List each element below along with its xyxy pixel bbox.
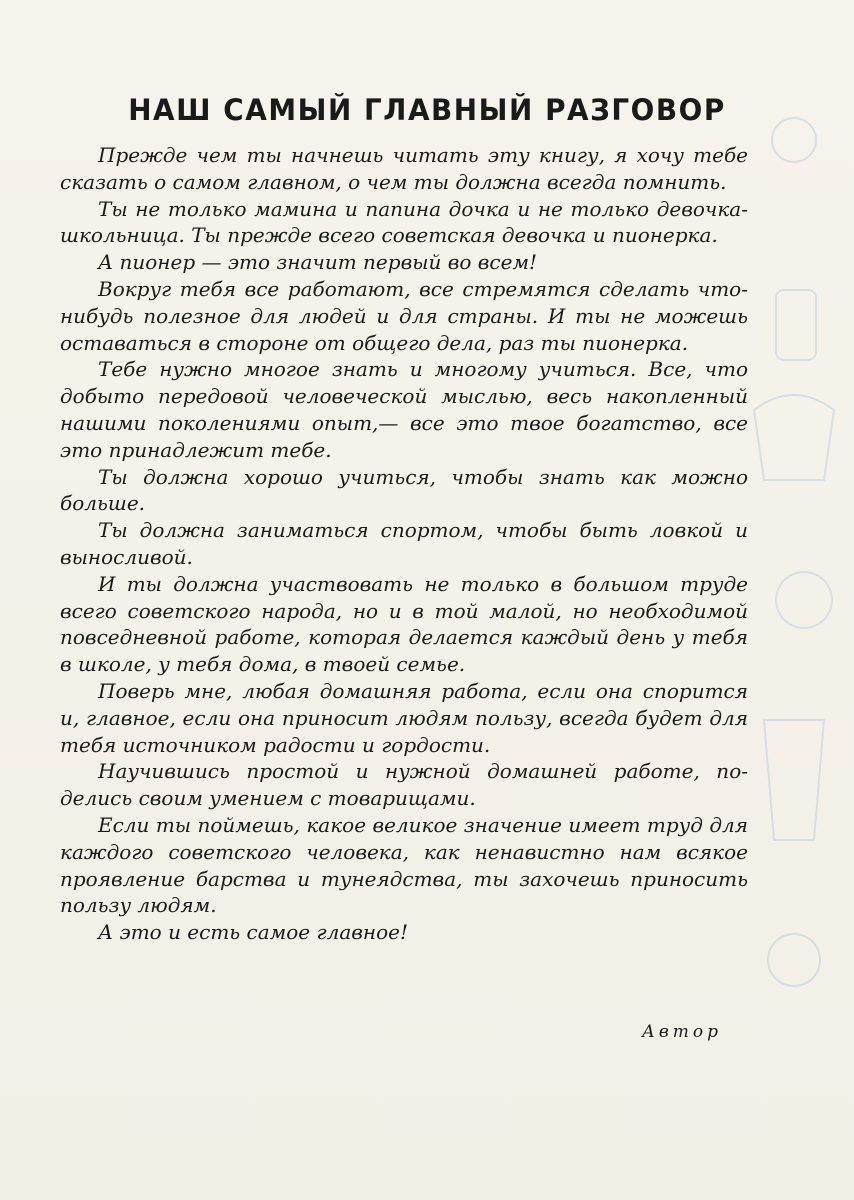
page-title: НАШ САМЫЙ ГЛАВНЫЙ РАЗГОВОР [128, 93, 726, 128]
paragraph: Прежде чем ты начнешь читать эту книгу, я хочу тебе сказать о самом главном, о чем ты должна всегда помнить. [60, 143, 748, 194]
bleed-shape-6 [768, 934, 820, 986]
paragraph: Ты должна заниматься спортом, чтобы быть ловкой и выносливой. [60, 518, 748, 569]
bleed-shape-2 [776, 290, 816, 360]
paragraph: А это и есть самое главное! [98, 920, 408, 945]
paragraph: Поверь мне, любая домашняя работа, если она спорится и, главное, если она приносит людям пользу, всегда будет для тебя источником радости и гордости. [60, 678, 748, 757]
paragraph: Вокруг тебя все работают, все стремятся сделать чтонибудь полезное для людей и для страны. И ты не можешь оставаться в стороне от общего дела, раз ты пионерка. [60, 276, 748, 355]
paragraph: Ты не только мамина и папина дочка и не только девочка-школьница. Ты прежде всего советская девочка и пионерка. [60, 196, 748, 248]
paragraph: Тебе нужно многое знать и многому учиться. Все, что добыто передовой человеческой мыслью, весь накопленный нашими поколениями опыт,— все это твое богатство, все это принадлежит тебе. [60, 357, 748, 462]
paragraph: Ты должна хорошо учиться, чтобы знать как можно больше. [60, 464, 748, 516]
bleed-shape-5 [764, 720, 824, 840]
bleed-shape-3 [754, 395, 834, 480]
paragraph: А пионер — это значит первый во всем! [98, 250, 538, 275]
paragraph: Если ты поймешь, какое великое значение имеет труд для каждого советского человека, как ненавистно нам всякое проявление барства и тунеядства, ты захочешь приносить пользу людям. [60, 812, 748, 918]
body-text [60, 142, 748, 946]
paragraph: И ты должна участвовать не только в большом труде всего советского народа, но и в той малой, но необходимой повседневной работе, которая делается каждый день у тебя в школе, у тебя дома, в твоей семье. [60, 571, 748, 677]
show-through-illustration [734, 80, 854, 1060]
author-signature: Автор [641, 1022, 722, 1042]
paragraph: Научившись простой и нужной домашней работе, поделись своим умением с товарищами. [60, 759, 748, 811]
bleed-shape-4 [776, 572, 832, 628]
